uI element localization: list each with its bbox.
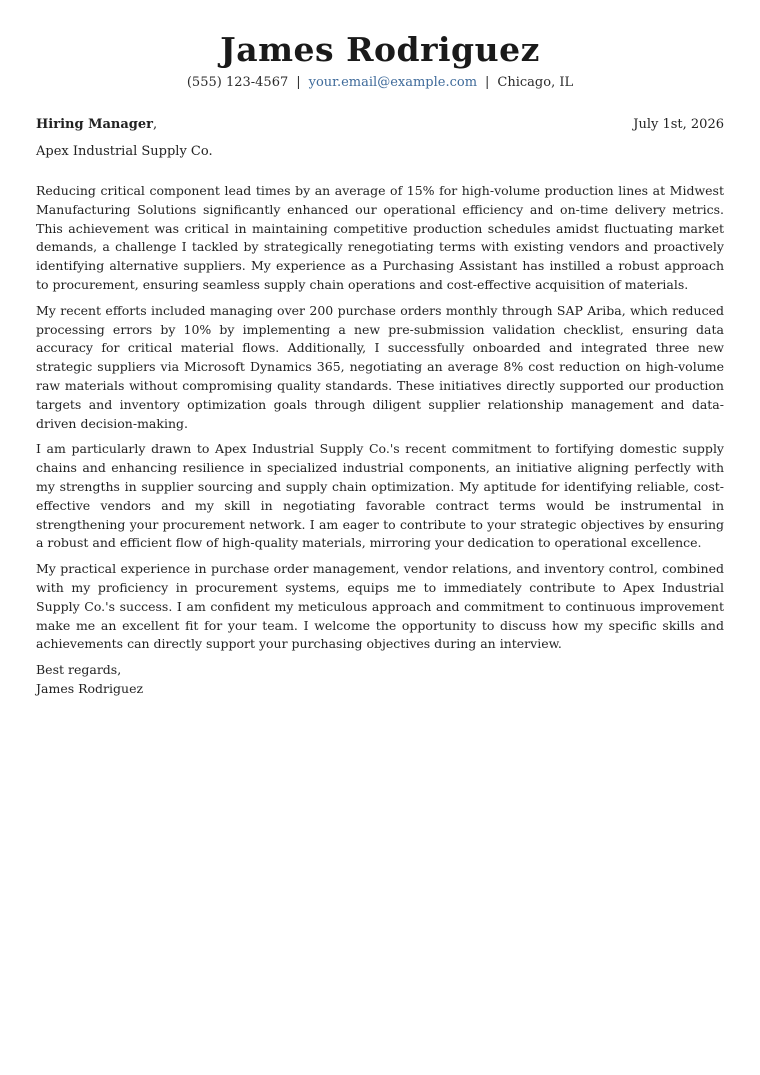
body-paragraph: My practical experience in purchase order management, vendor relations, and inventory control, combined with my proficiency in procurement systems, equips me to immediately contribute to Apex Industrial Supply Co.'s success. I am confident my meticulous approach and commitment to continuous improvement make me an excellent fit for your team. I welcome the opportunity to discuss how my specific skills and achievements can directly support your purchasing objectives during an interview. bbox=[36, 561, 724, 652]
company-name: Apex Industrial Supply Co. bbox=[36, 144, 213, 159]
contact-line bbox=[36, 74, 724, 92]
letter-body bbox=[36, 182, 724, 654]
body-paragraph: My recent efforts included managing over 200 purchase orders monthly through SAP Ariba, which reduced processing errors by 10% by implementing a new pre-submission validation checklist, ensuring data accuracy for critical material flows. Additionally, I successfully onboarded and integrated three new strategic suppliers via Microsoft Dynamics 365, negotiating an average 8% cost reduction on high-volume raw materials without compromising quality standards. These initiatives directly supported our production targets and inventory optimization goals through diligent supplier relationship management and data-driven decision-making. bbox=[36, 302, 724, 431]
email-link[interactable]: your.email@example.com bbox=[308, 75, 478, 90]
phone-number: (555) 123-4567 bbox=[186, 75, 289, 90]
letter-date: July 1st, 2026 bbox=[633, 117, 724, 132]
contact-separator: | bbox=[296, 75, 301, 90]
body-paragraph: I am particularly drawn to Apex Industrial Supply Co.'s recent commitment to fortifying domestic supply chains and enhancing resilience in specialized industrial components, an initiative aligning perfectly with my strengths in supplier sourcing and supply chain optimization. My aptitude for identifying reliable, cost-effective vendors and my skill in negotiating favorable contract terms would be instrumental in strengthening your procurement network. I am eager to contribute to your strategic objectives by ensuring a robust and efficient flow of high-quality materials, mirroring your dedication to operational excellence. bbox=[36, 441, 724, 551]
recipient-name: Hiring Manager bbox=[36, 117, 153, 132]
salutation bbox=[36, 116, 157, 134]
location: Chicago, IL bbox=[497, 75, 574, 90]
recipient-punct: , bbox=[152, 117, 158, 132]
applicant-name: James Rodriguez bbox=[220, 30, 540, 69]
body-paragraph: Reducing critical component lead times by an average of 15% for high-volume production lines at Midwest Manufacturing Solutions significantly enhanced our operational efficiency and on-time delivery metrics. This achievement was critical in maintaining competitive production schedules amidst fluctuating market demands, a challenge I tackled by strategically renegotiating terms with existing vendors and proactively identifying alternative suppliers. My experience as a Purchasing Assistant has instilled a robust approach to procurement, ensuring seamless supply chain operations and cost-effective acquisition of materials. bbox=[36, 183, 724, 292]
signature-name: James Rodriguez bbox=[36, 680, 144, 696]
contact-separator: | bbox=[485, 75, 490, 90]
closing-phrase: Best regards, bbox=[36, 662, 122, 678]
closing-block bbox=[36, 661, 724, 699]
address-row bbox=[36, 116, 724, 134]
